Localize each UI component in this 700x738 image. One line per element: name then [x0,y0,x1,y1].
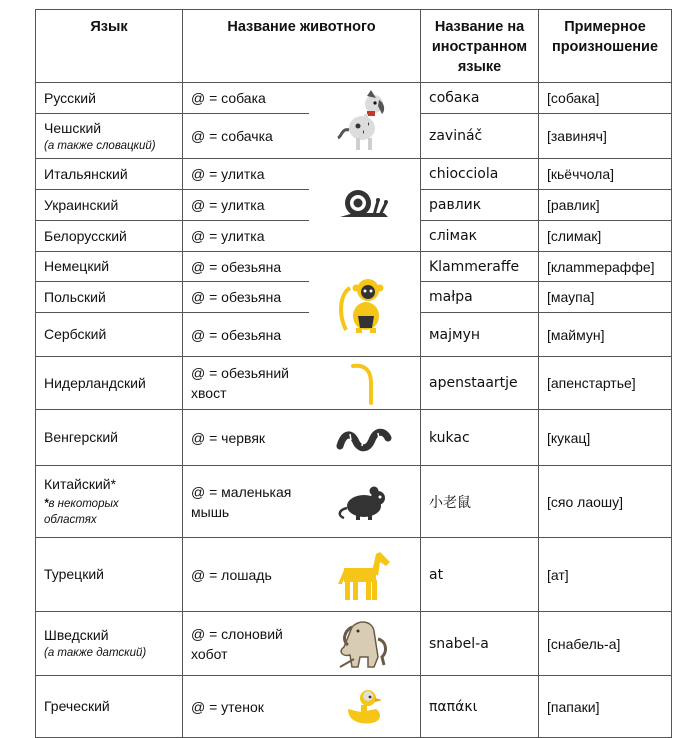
foreign-word: snabel-a [421,612,539,676]
foreign-word: παπάκι [421,676,539,738]
animal-cell: @ = обезьяний хвост [183,357,309,410]
header-foreign: Название на иностранном языке [421,10,539,83]
pronunciation-cell: [маймун] [539,313,672,357]
foreign-word: kukac [421,410,539,466]
foreign-word: мајмун [421,313,539,357]
pronunciation-cell: [равлик] [539,190,672,221]
foreign-word: at [421,538,539,612]
language-name: Китайский* [44,476,117,492]
snail-icon [309,159,421,252]
footnote-text: в некоторых областях [44,498,119,526]
duckling-icon [309,676,421,738]
language-cell: Украинский [36,190,183,221]
pronunciation-cell: [клammeраффе] [539,252,672,282]
foreign-word: Klammeraffe [421,252,539,282]
language-cell: Греческий [36,676,183,738]
animal-cell: @ = маленькая мышь [183,466,309,538]
language-cell [36,466,183,538]
pronunciation-cell: [завиняч] [539,114,672,159]
animal-cell: @ = собачка [183,114,309,159]
language-cell: Сербский [36,313,183,357]
animal-cell: @ = улитка [183,190,309,221]
pronunciation-cell: [кьёччола] [539,159,672,190]
language-cell: Нидерландский [36,357,183,410]
foreign-word: apenstaartje [421,357,539,410]
foreign-word: 小老鼠 [421,466,539,538]
animal-cell: @ = утенок [183,676,309,738]
foreign-word: собака [421,83,539,114]
foreign-word: слімак [421,221,539,252]
animal-cell: @ = обезьяна [183,282,309,313]
header-animal: Название животного [183,10,421,83]
language-cell: Русский [36,83,183,114]
language-note [44,496,174,528]
animal-cell: @ = обезьяна [183,252,309,282]
pronunciation-cell: [слимак] [539,221,672,252]
language-note: (а также датский) [44,647,147,659]
header-row [36,10,672,83]
table-row [36,159,672,190]
pronunciation-cell: [сяо лаошу] [539,466,672,538]
header-pronunciation: Примерное произношение [539,10,672,83]
tail-icon [309,357,421,410]
pronunciation-cell: [папаки] [539,676,672,738]
language-cell: Турецкий [36,538,183,612]
mouse-icon [309,466,421,538]
language-cell: Венгерский [36,410,183,466]
language-name: Чешский [44,119,102,136]
pronunciation-cell: [собака] [539,83,672,114]
worm-icon [309,410,421,466]
animal-cell: @ = обезьяна [183,313,309,357]
table-row [36,357,672,410]
animal-cell: @ = лошадь [183,538,309,612]
table-row [36,252,672,282]
header-language: Язык [36,10,183,83]
language-cell [36,114,183,159]
pronunciation-cell: [кукац] [539,410,672,466]
animal-cell: @ = слоновий хобот [183,612,309,676]
foreign-word: małpa [421,282,539,313]
animal-cell: @ = улитка [183,159,309,190]
animal-cell: @ = червяк [183,410,309,466]
language-cell: Итальянский [36,159,183,190]
language-cell: Польский [36,282,183,313]
table-row [36,676,672,738]
table-row [36,612,672,676]
horse-icon [309,538,421,612]
table-row [36,538,672,612]
table-row [36,466,672,538]
pronunciation-cell: [апенстартье] [539,357,672,410]
footnote-star: * [44,498,49,510]
dog-icon [309,83,421,159]
table-row [36,410,672,466]
pronunciation-cell: [снабель-а] [539,612,672,676]
foreign-word: zavináč [421,114,539,159]
table-row [36,83,672,114]
animal-cell: @ = собака [183,83,309,114]
alias-table [35,9,672,738]
animal-cell: @ = улитка [183,221,309,252]
language-cell: Белорусский [36,221,183,252]
language-cell: Немецкий [36,252,183,282]
elephant-icon [309,612,421,676]
language-note: (а также словацкий) [44,139,156,152]
language-name: Шведский [44,627,109,643]
foreign-word: равлик [421,190,539,221]
monkey-icon [309,252,421,357]
language-cell [36,612,183,676]
foreign-word: chiocciola [421,159,539,190]
pronunciation-cell: [маупа] [539,282,672,313]
pronunciation-cell: [ат] [539,538,672,612]
